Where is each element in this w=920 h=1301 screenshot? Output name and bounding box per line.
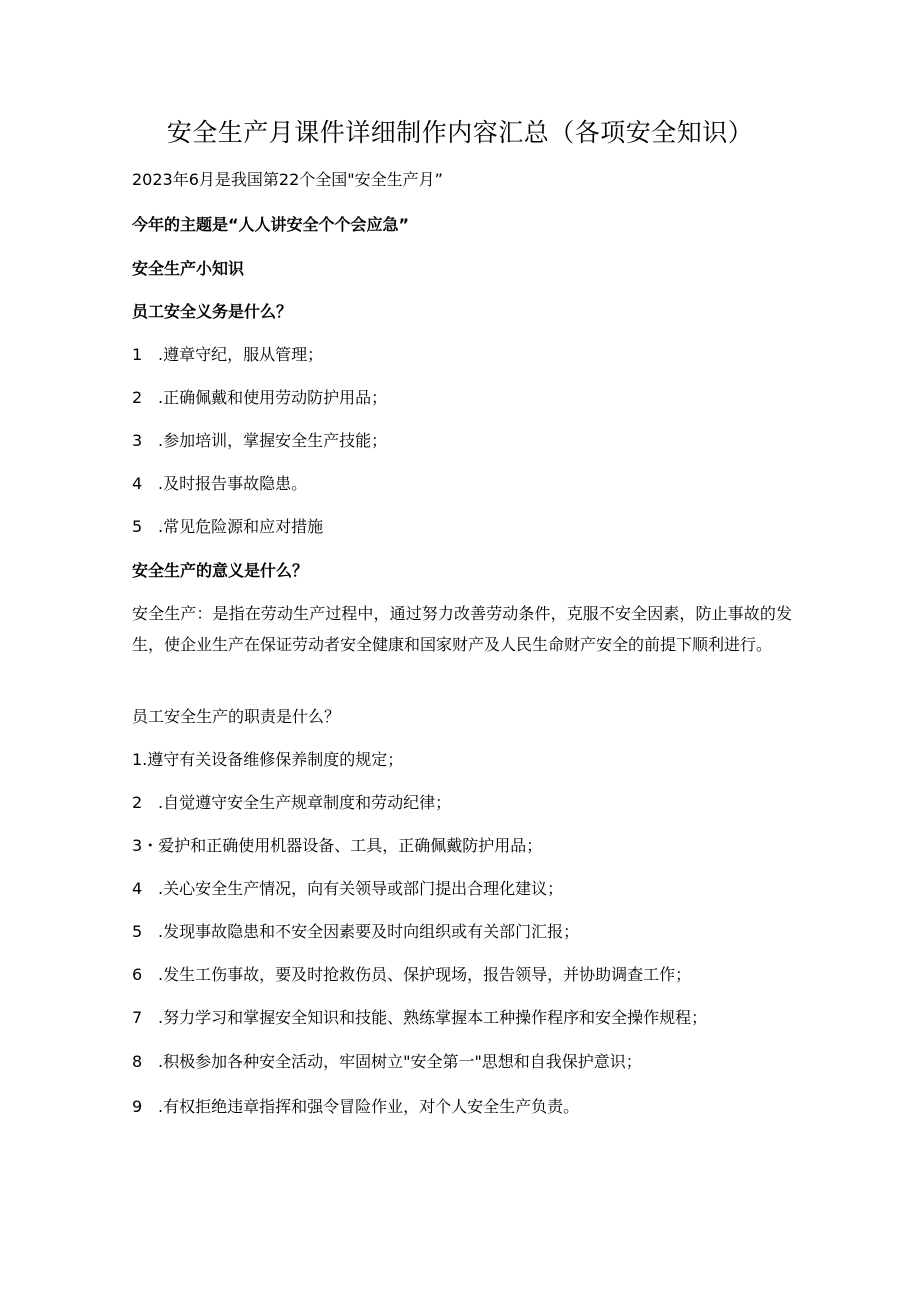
duty-text: .遵章守纪，服从管理； [158,345,324,364]
section-heading-knowledge: 安全生产小知识 [132,259,245,278]
duty-number: 3 [132,431,143,450]
responsibility-item [132,793,451,813]
duty-number: 4 [132,474,143,493]
responsibility-text: 1.遵守有关设备维修保养制度的规定； [132,750,404,769]
duty-item [132,345,323,365]
responsibility-number: 5 [132,922,143,941]
duty-item [132,474,307,494]
responsibility-text: ・爱护和正确使用机器设备、工具，正确佩戴防护用品； [142,836,543,855]
responsibility-item [132,965,691,985]
duty-text: .参加培训，掌握安全生产技能； [158,431,388,450]
duty-number: 5 [132,517,143,536]
responsibility-text: .关心安全生产情况，向有关领导或部门提出合理化建议； [158,879,564,898]
duty-number: 1 [132,345,143,364]
intro-line: 2023年6月是我国第22个全国"安全生产月” [132,170,443,189]
responsibility-number: 3 [132,836,143,855]
responsibility-number: 7 [132,1008,143,1027]
duty-text: .及时报告事故隐患。 [158,474,308,493]
responsibility-item [132,836,542,856]
responsibility-text: .自觉遵守安全生产规章制度和劳动纪律； [158,793,452,812]
responsibility-number: 8 [132,1052,143,1071]
responsibility-item [132,750,403,770]
responsibility-text: .发现事故隐患和不安全因素要及时向组织或有关部门汇报； [158,922,580,941]
responsibility-number: 2 [132,793,143,812]
responsibility-number: 6 [132,965,143,984]
responsibility-number: 9 [132,1097,143,1116]
theme-line: 今年的主题是“人人讲安全个个会应急” [132,215,410,234]
responsibility-text: .积极参加各种安全活动，牢固树立"安全第一"思想和自我保护意识； [158,1052,642,1071]
duty-item [132,388,387,408]
responsibility-number: 4 [132,879,143,898]
meaning-paragraph: 安全生产：是指在劳动生产过程中，通过努力改善劳动条件，克服不安全因素，防止事故的发生，使企业生产在保证劳动者安全健康和国家财产及人民生命财产安全的前提下顺利进行。 [132,604,792,654]
section-heading-meaning: 安全生产的意义是什么？ [132,561,309,580]
duty-text: .正确佩戴和使用劳动防护用品； [158,388,388,407]
responsibility-item [132,1052,642,1072]
responsibility-item [132,1008,707,1028]
duty-item [132,517,323,537]
section-heading-duties: 员工安全义务是什么？ [132,302,293,321]
duty-number: 2 [132,388,143,407]
responsibility-text: .努力学习和掌握安全知识和技能、熟练掌握本工种操作程序和安全操作规程； [158,1008,708,1027]
responsibility-item [132,879,563,899]
responsibility-item [132,922,579,942]
duty-text: .常见危险源和应对措施 [158,517,324,536]
section-heading-responsibilities: 员工安全生产的职责是什么？ [132,707,341,726]
responsibility-text: .有权拒绝违章指挥和强令冒险作业，对个人安全生产负责。 [158,1097,580,1116]
page-title: 安全生产月课件详细制作内容汇总（各项安全知识） [166,118,754,147]
duty-item [132,431,387,451]
responsibility-text: .发生工伤事故，要及时抢救伤员、保护现场，报告领导，并协助调查工作； [158,965,692,984]
responsibility-item [132,1097,579,1117]
